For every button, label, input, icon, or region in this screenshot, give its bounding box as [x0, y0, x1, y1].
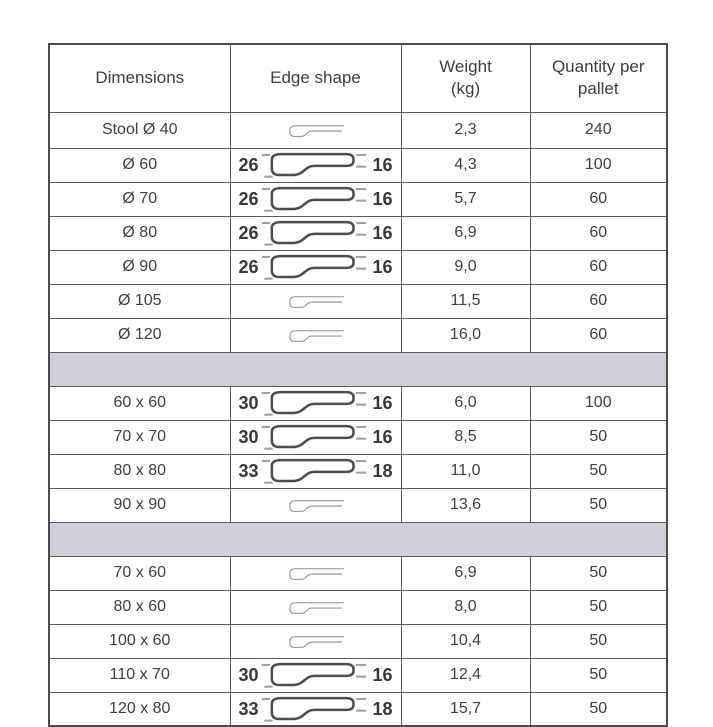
edge-profile-icon [284, 293, 348, 310]
quantity-cell: 50 [530, 624, 667, 658]
edge-shape-drawing [231, 183, 401, 215]
table-row [49, 590, 667, 624]
edge-shape-drawing [231, 293, 401, 310]
edge-profile-icon [261, 421, 371, 453]
weight-cell: 9,0 [401, 250, 530, 284]
weight-cell: 15,7 [401, 692, 530, 726]
edge-shape-cell [230, 112, 401, 148]
edge-height-right-label: 16 [372, 393, 393, 413]
group-divider-bar [49, 522, 667, 556]
table-row [49, 488, 667, 522]
dimension-cell: Ø 80 [49, 216, 230, 250]
edge-shape-cell [230, 148, 401, 182]
edge-profile-icon [284, 565, 348, 582]
dimension-cell: Ø 105 [49, 284, 230, 318]
edge-shape-drawing [231, 149, 401, 181]
quantity-cell: 50 [530, 692, 667, 726]
group-divider [49, 522, 667, 556]
edge-shape-cell [230, 590, 401, 624]
table-row [49, 216, 667, 250]
table-row [49, 420, 667, 454]
edge-profile-icon [261, 693, 371, 725]
dimension-cell: Ø 60 [49, 148, 230, 182]
quantity-cell: 50 [530, 488, 667, 522]
edge-shape-cell [230, 216, 401, 250]
dimension-cell: 80 x 60 [49, 590, 230, 624]
edge-height-left-label: 33 [238, 461, 259, 481]
edge-profile-icon [261, 183, 371, 215]
edge-height-right-label: 18 [372, 461, 393, 481]
edge-shape-cell [230, 284, 401, 318]
table-row [49, 386, 667, 420]
table-row [49, 250, 667, 284]
edge-height-right-label: 16 [372, 189, 393, 209]
edge-shape-cell [230, 386, 401, 420]
edge-height-left-label: 26 [238, 257, 259, 277]
edge-profile-icon [284, 497, 348, 514]
quantity-cell: 100 [530, 148, 667, 182]
dimension-cell: 90 x 90 [49, 488, 230, 522]
group-divider [49, 352, 667, 386]
edge-shape-cell [230, 692, 401, 726]
product-spec-table [48, 43, 668, 727]
edge-profile-icon [261, 251, 371, 283]
header-sublabel: pallet [577, 79, 619, 99]
table-row [49, 556, 667, 590]
col-header-weight [401, 44, 530, 112]
dimension-cell: 100 x 60 [49, 624, 230, 658]
edge-shape-drawing [231, 251, 401, 283]
edge-shape-drawing [231, 455, 401, 487]
edge-height-left-label: 26 [238, 223, 259, 243]
weight-cell: 11,0 [401, 454, 530, 488]
edge-profile-icon [261, 217, 371, 249]
table-row [49, 624, 667, 658]
header-row [49, 44, 667, 112]
dimension-cell: Stool Ø 40 [49, 112, 230, 148]
edge-shape-drawing [231, 327, 401, 344]
edge-height-right-label: 16 [372, 427, 393, 447]
col-header-dimensions [49, 44, 230, 112]
quantity-cell: 240 [530, 112, 667, 148]
dimension-cell: 110 x 70 [49, 658, 230, 692]
edge-shape-drawing [231, 693, 401, 725]
weight-cell: 8,0 [401, 590, 530, 624]
edge-height-left-label: 26 [238, 155, 259, 175]
table-row [49, 182, 667, 216]
edge-height-right-label: 16 [372, 223, 393, 243]
weight-cell: 12,4 [401, 658, 530, 692]
quantity-cell: 50 [530, 658, 667, 692]
edge-profile-icon [261, 659, 371, 691]
dimension-cell: 120 x 80 [49, 692, 230, 726]
weight-cell: 16,0 [401, 318, 530, 352]
dimension-cell: 70 x 60 [49, 556, 230, 590]
header-label: Dimensions [95, 68, 185, 88]
weight-cell: 4,3 [401, 148, 530, 182]
quantity-cell: 60 [530, 250, 667, 284]
edge-shape-cell [230, 454, 401, 488]
edge-shape-drawing [231, 633, 401, 650]
col-header-edge-shape [230, 44, 401, 112]
quantity-cell: 100 [530, 386, 667, 420]
quantity-cell: 50 [530, 556, 667, 590]
dimension-cell: 80 x 80 [49, 454, 230, 488]
edge-shape-cell [230, 556, 401, 590]
quantity-cell: 60 [530, 216, 667, 250]
weight-cell: 2,3 [401, 112, 530, 148]
edge-height-right-label: 16 [372, 665, 393, 685]
dimension-cell: Ø 70 [49, 182, 230, 216]
weight-cell: 6,0 [401, 386, 530, 420]
edge-height-left-label: 30 [238, 427, 259, 447]
edge-shape-drawing [231, 421, 401, 453]
dimension-cell: Ø 90 [49, 250, 230, 284]
quantity-cell: 60 [530, 182, 667, 216]
edge-height-left-label: 30 [238, 393, 259, 413]
edge-shape-drawing [231, 565, 401, 582]
weight-cell: 5,7 [401, 182, 530, 216]
weight-cell: 10,4 [401, 624, 530, 658]
col-header-quantity [530, 44, 667, 112]
edge-shape-drawing [231, 659, 401, 691]
quantity-cell: 50 [530, 590, 667, 624]
edge-height-right-label: 16 [372, 155, 393, 175]
edge-shape-cell [230, 488, 401, 522]
quantity-cell: 60 [530, 284, 667, 318]
dimension-cell: 70 x 70 [49, 420, 230, 454]
weight-cell: 6,9 [401, 556, 530, 590]
weight-cell: 6,9 [401, 216, 530, 250]
header-sublabel: (kg) [450, 79, 481, 99]
quantity-cell: 50 [530, 454, 667, 488]
edge-shape-drawing [231, 217, 401, 249]
edge-profile-icon [261, 149, 371, 181]
edge-shape-drawing [231, 497, 401, 514]
weight-cell: 8,5 [401, 420, 530, 454]
header-label: Weight [439, 57, 492, 77]
quantity-cell: 50 [530, 420, 667, 454]
header-label: Quantity per [551, 57, 645, 77]
edge-shape-cell [230, 182, 401, 216]
edge-height-right-label: 16 [372, 257, 393, 277]
weight-cell: 11,5 [401, 284, 530, 318]
edge-profile-icon [284, 122, 348, 139]
edge-shape-drawing [231, 599, 401, 616]
edge-shape-cell [230, 318, 401, 352]
table-row [49, 148, 667, 182]
edge-profile-icon [284, 599, 348, 616]
table-row [49, 658, 667, 692]
table-row [49, 318, 667, 352]
edge-profile-icon [261, 387, 371, 419]
edge-height-left-label: 30 [238, 665, 259, 685]
dimension-cell: 60 x 60 [49, 386, 230, 420]
edge-height-left-label: 33 [238, 698, 259, 719]
edge-height-right-label: 18 [372, 698, 393, 719]
header-label: Edge shape [270, 68, 361, 88]
edge-shape-drawing [231, 122, 401, 139]
edge-shape-drawing [231, 387, 401, 419]
edge-profile-icon [284, 633, 348, 650]
group-divider-bar [49, 352, 667, 386]
table-row [49, 454, 667, 488]
edge-profile-icon [261, 455, 371, 487]
table-row [49, 284, 667, 318]
table-row [49, 112, 667, 148]
edge-shape-cell [230, 624, 401, 658]
edge-shape-cell [230, 658, 401, 692]
table-row [49, 692, 667, 726]
dimension-cell: Ø 120 [49, 318, 230, 352]
edge-shape-cell [230, 420, 401, 454]
edge-shape-cell [230, 250, 401, 284]
quantity-cell: 60 [530, 318, 667, 352]
edge-height-left-label: 26 [238, 189, 259, 209]
edge-profile-icon [284, 327, 348, 344]
weight-cell: 13,6 [401, 488, 530, 522]
